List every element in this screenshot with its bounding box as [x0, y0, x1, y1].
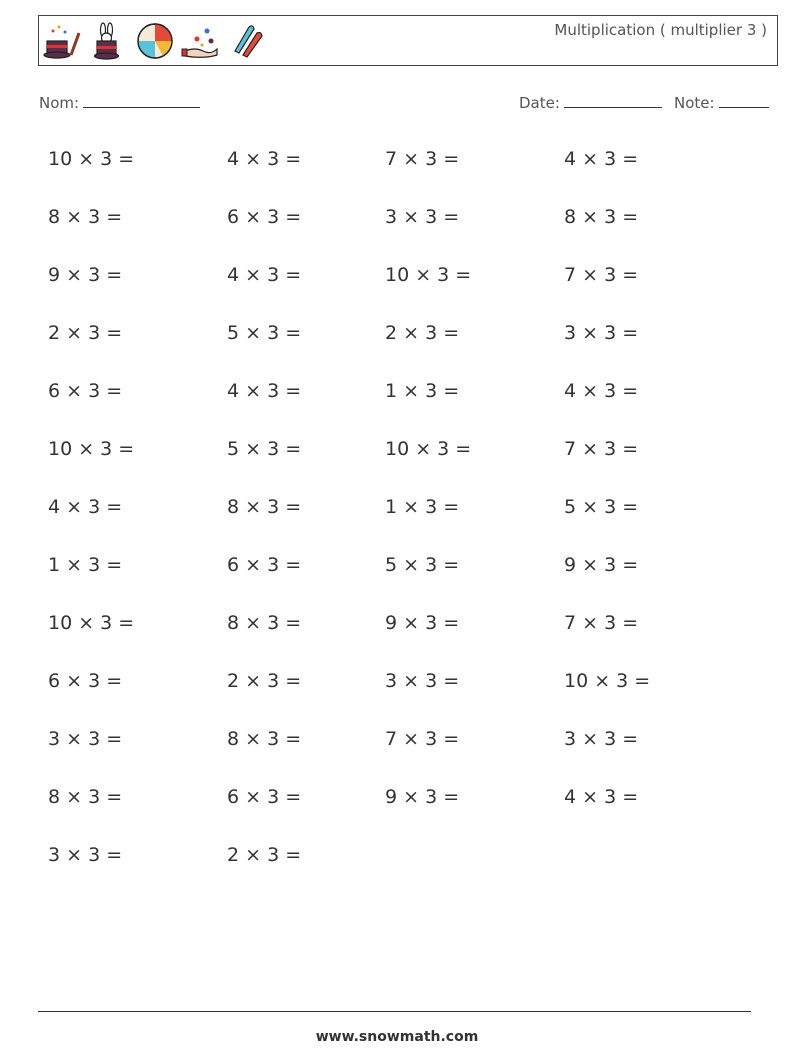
problem-r3-c1: 9 × 3 = [48, 264, 123, 286]
problem-r11-c2: 8 × 3 = [227, 728, 302, 750]
problem-r1-c2: 4 × 3 = [227, 148, 302, 170]
juggling-hand-icon [181, 21, 221, 61]
problem-r5-c1: 6 × 3 = [48, 380, 123, 402]
problem-r13-c2: 2 × 3 = [227, 844, 302, 866]
problem-r5-c2: 4 × 3 = [227, 380, 302, 402]
problem-r12-c3: 9 × 3 = [385, 786, 460, 808]
problem-r12-c4: 4 × 3 = [564, 786, 639, 808]
date-field [519, 93, 662, 112]
name-label: Nom: [39, 94, 80, 112]
problem-r2-c1: 8 × 3 = [48, 206, 123, 228]
problem-r9-c1: 10 × 3 = [48, 612, 135, 634]
problem-r8-c2: 6 × 3 = [227, 554, 302, 576]
juggling-clubs-icon [227, 21, 267, 61]
footer-divider [38, 1011, 751, 1012]
problem-r2-c4: 8 × 3 = [564, 206, 639, 228]
problem-r10-c3: 3 × 3 = [385, 670, 460, 692]
problem-r3-c3: 10 × 3 = [385, 264, 472, 286]
problem-r11-c1: 3 × 3 = [48, 728, 123, 750]
problem-r12-c1: 8 × 3 = [48, 786, 123, 808]
problem-r6-c4: 7 × 3 = [564, 438, 639, 460]
problem-r1-c3: 7 × 3 = [385, 148, 460, 170]
problem-r11-c3: 7 × 3 = [385, 728, 460, 750]
note-field [674, 93, 769, 112]
problem-r4-c4: 3 × 3 = [564, 322, 639, 344]
magic-hat-wand-icon [43, 21, 83, 61]
note-blank [719, 93, 769, 108]
name-field [39, 93, 200, 112]
problem-r10-c1: 6 × 3 = [48, 670, 123, 692]
problem-r7-c4: 5 × 3 = [564, 496, 639, 518]
problem-r6-c3: 10 × 3 = [385, 438, 472, 460]
problem-r5-c4: 4 × 3 = [564, 380, 639, 402]
problem-r4-c3: 2 × 3 = [385, 322, 460, 344]
problem-r3-c2: 4 × 3 = [227, 264, 302, 286]
problem-r7-c2: 8 × 3 = [227, 496, 302, 518]
problem-r8-c3: 5 × 3 = [385, 554, 460, 576]
date-label: Date: [519, 94, 560, 112]
problem-r6-c2: 5 × 3 = [227, 438, 302, 460]
problem-r7-c3: 1 × 3 = [385, 496, 460, 518]
beach-ball-icon [135, 21, 175, 61]
problem-r3-c4: 7 × 3 = [564, 264, 639, 286]
problem-r5-c3: 1 × 3 = [385, 380, 460, 402]
problem-r1-c1: 10 × 3 = [48, 148, 135, 170]
problem-r8-c1: 1 × 3 = [48, 554, 123, 576]
problem-r13-c1: 3 × 3 = [48, 844, 123, 866]
footer-url: www.snowmath.com [315, 1029, 479, 1045]
problem-r9-c3: 9 × 3 = [385, 612, 460, 634]
problem-r7-c1: 4 × 3 = [48, 496, 123, 518]
date-blank [564, 93, 662, 108]
problem-r10-c4: 10 × 3 = [564, 670, 651, 692]
problem-r2-c3: 3 × 3 = [385, 206, 460, 228]
note-label: Note: [674, 94, 715, 112]
problem-r10-c2: 2 × 3 = [227, 670, 302, 692]
problem-r9-c2: 8 × 3 = [227, 612, 302, 634]
problem-r1-c4: 4 × 3 = [564, 148, 639, 170]
problem-r11-c4: 3 × 3 = [564, 728, 639, 750]
problem-r4-c1: 2 × 3 = [48, 322, 123, 344]
worksheet-title: Multiplication ( multiplier 3 ) [554, 21, 767, 39]
problem-r2-c2: 6 × 3 = [227, 206, 302, 228]
problem-r8-c4: 9 × 3 = [564, 554, 639, 576]
problem-r9-c4: 7 × 3 = [564, 612, 639, 634]
problem-r12-c2: 6 × 3 = [227, 786, 302, 808]
worksheet-header [38, 15, 778, 66]
problem-r6-c1: 10 × 3 = [48, 438, 135, 460]
name-blank [83, 93, 200, 108]
rabbit-hat-icon [87, 21, 127, 61]
problem-r4-c2: 5 × 3 = [227, 322, 302, 344]
